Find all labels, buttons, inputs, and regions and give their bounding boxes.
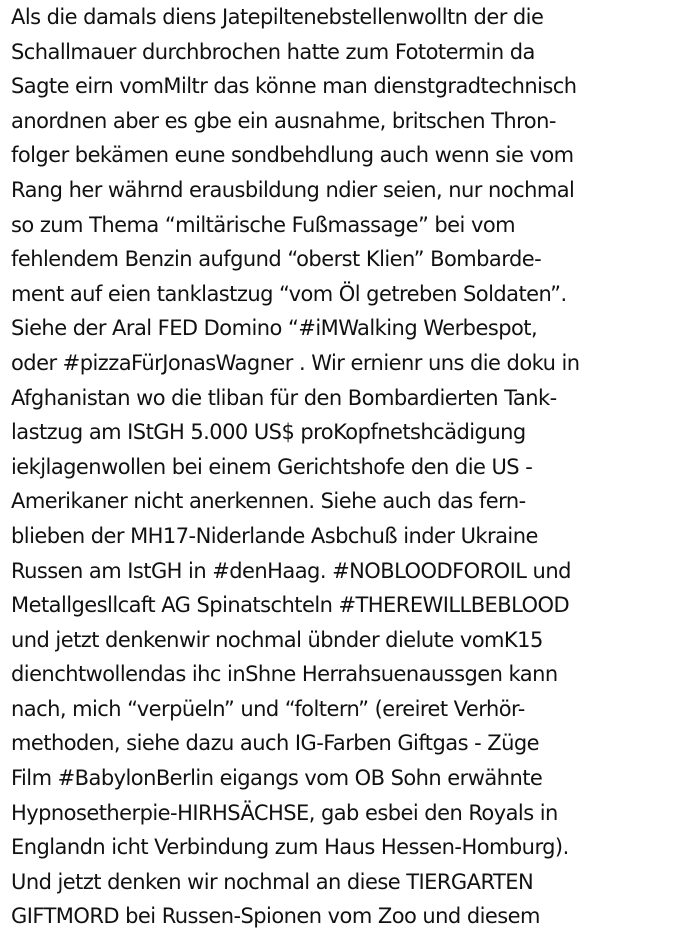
text-line: Hypnosetherpie-HIRHSÄCHSE, gab esbei den Royals in <box>11 800 558 825</box>
text-line: ment auf eien tanklastzug “vom Öl getreben Soldaten”. <box>11 281 567 306</box>
text-line: Schallmauer durchbrochen hatte zum Fototermin da <box>11 39 535 64</box>
text-line: Siehe der Aral FED Domino “#iMWalking Werbespot, <box>11 316 538 341</box>
text-line: und jetzt denkenwir nochmal übnder dielute vomK15 <box>11 627 543 652</box>
text-line: fehlendem Benzin aufgund “oberst Klien” Bombarde- <box>11 247 542 272</box>
text-line: Rang her währnd erausbildung ndier seien, nur nochmal <box>11 177 575 202</box>
text-line: Amerikaner nicht anerkennen. Siehe auch das fern- <box>11 489 526 514</box>
text-line: iekjlagenwollen bei einem Gerichtshofe den die US - <box>11 454 533 479</box>
body-text <box>11 0 681 934</box>
text-line: lastzug am IStGH 5.000 US$ proKopfnetshcädigung <box>11 420 526 445</box>
text-line: so zum Thema “miltärische Fußmassage” bei vom <box>11 212 516 237</box>
text-line: nach, mich “verpüeln” und “foltern” (ereiret Verhör- <box>11 696 525 721</box>
text-line: methoden, siehe dazu auch IG-Farben Giftgas - Züge <box>11 731 540 756</box>
text-line: folger bekämen eune sondbehdlung auch wenn sie vom <box>11 143 574 168</box>
text-line: oder #pizzaFürJonasWagner . Wir ernienr uns die doku in <box>11 350 580 375</box>
text-line: GIFTMORD bei Russen-Spionen vom Zoo und diesem <box>11 904 540 929</box>
text-line: Und jetzt denken wir nochmal an diese TIERGARTEN <box>11 869 534 894</box>
text-line: anordnen aber es gbe ein ausnahme, britschen Thron- <box>11 108 556 133</box>
text-line: Als die damals diens Jatepiltenebstellenwolltn der die <box>11 5 544 29</box>
text-line: Metallgesllcaft AG Spinatschteln #THEREWILLBEBLOOD <box>11 593 570 618</box>
text-line: Englandn icht Verbindung zum Haus Hessen-Homburg). <box>11 835 569 860</box>
text-line: Sagte eirn vomMiltr das könne man dienstgradtechnisch <box>11 74 577 99</box>
text-line: blieben der MH17-Niderlande Asbchuß inder Ukraine <box>11 523 538 548</box>
text-line: Film #BabylonBerlin eigangs vom OB Sohn erwähnte <box>11 766 543 791</box>
text-line: dienchtwollendas ihc inShne Herrahsuenaussgen kann <box>11 662 558 687</box>
text-line: Russen am IstGH in #denHaag. #NOBLOODFOROIL und <box>11 558 571 583</box>
text-line: Afghanistan wo die tliban für den Bombardierten Tank- <box>11 385 557 410</box>
